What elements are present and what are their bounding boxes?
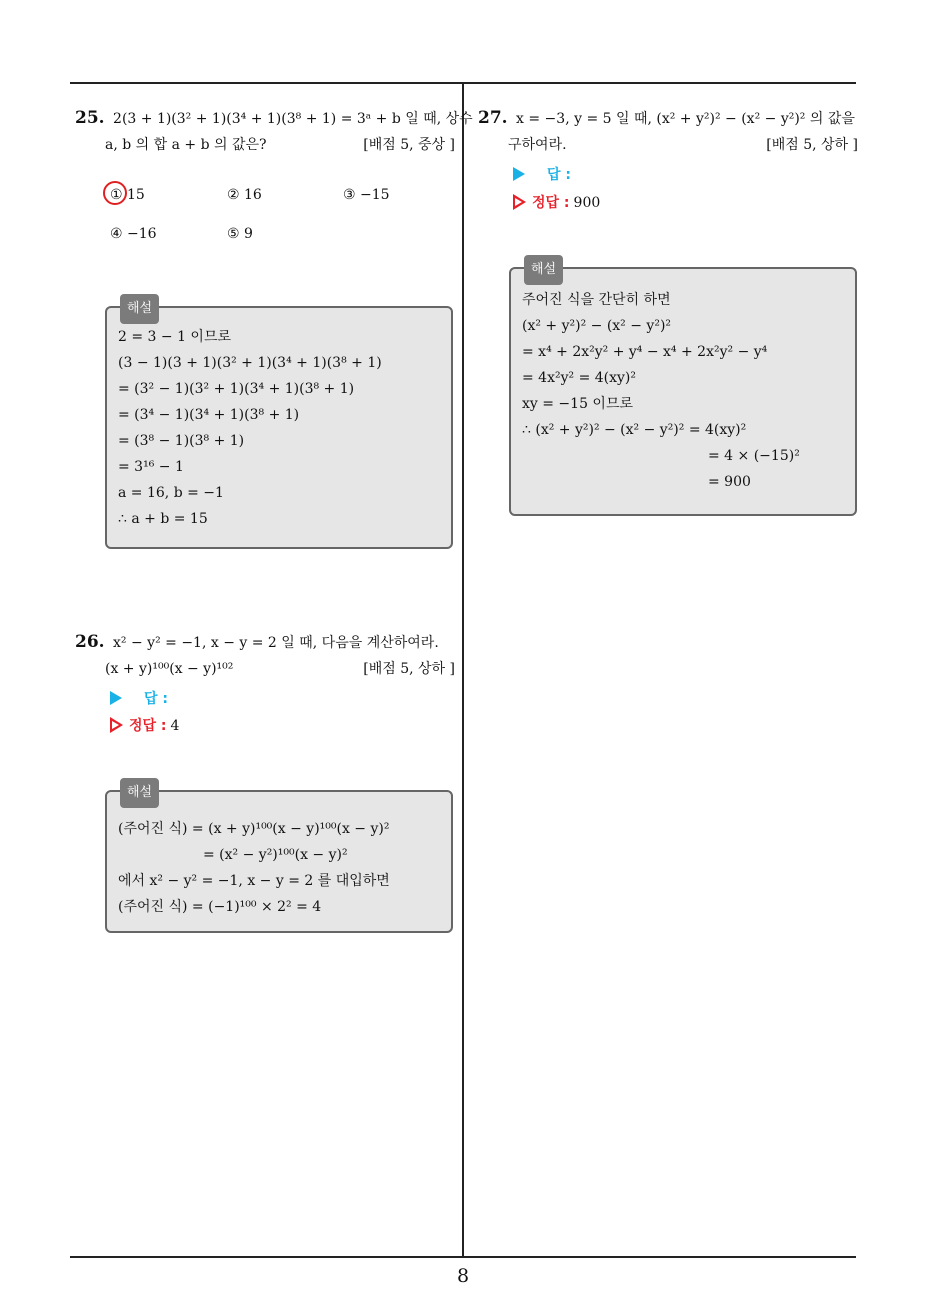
question-27-stem: x = −3, y = 5 일 때, (x² + y²)² − (x² − y²)² 의 값을 xyxy=(516,111,855,127)
explanation-line-cont: = (x² − y²)¹⁰⁰(x − y)² xyxy=(203,847,348,863)
correct-label: 정답 : xyxy=(129,718,167,734)
question-26-answer-row xyxy=(110,688,168,708)
correct-value: 900 xyxy=(573,195,601,211)
choice-2[interactable] xyxy=(227,187,262,203)
explanation-line: = 4x²y² = 4(xy)² xyxy=(522,370,636,386)
question-27-number: 27. xyxy=(478,108,508,128)
question-25-line2 xyxy=(75,132,455,158)
choice-1[interactable] xyxy=(110,187,145,203)
question-25 xyxy=(75,105,473,158)
question-27-correct-row xyxy=(513,192,600,212)
choice-5[interactable] xyxy=(227,226,253,242)
explanation-line: ∴ (x² + y²)² − (x² − y²)² = 4(xy)² xyxy=(522,422,747,438)
choice-5-label: ⑤ 9 xyxy=(227,226,253,242)
selected-circle-mark xyxy=(103,181,127,205)
question-25-line1 xyxy=(75,105,473,132)
explanation-line: (3 − 1)(3 + 1)(3² + 1)(3⁴ + 1)(3⁸ + 1) xyxy=(118,355,382,371)
question-27-explanation-box xyxy=(509,262,857,516)
answer-label: 답 : xyxy=(547,167,571,183)
question-25-stem: 2(3 + 1)(3² + 1)(3⁴ + 1)(3⁸ + 1) = 3ᵃ + b 일 때, 상수 xyxy=(113,111,473,127)
question-25-number: 25. xyxy=(75,108,105,128)
question-25-meta: [배점 5, 중상 ] xyxy=(363,137,455,153)
question-25-explanation-box xyxy=(105,301,453,549)
question-26-number: 26. xyxy=(75,632,105,652)
question-26-stem: x² − y² = −1, x − y = 2 일 때, 다음을 계산하여라. xyxy=(113,635,439,651)
choice-3-label: ③ −15 xyxy=(343,187,390,203)
question-26 xyxy=(75,629,455,682)
explanation-tag: 해설 xyxy=(120,778,159,808)
explanation-line: 주어진 식을 간단히 하면 xyxy=(522,292,671,308)
question-26-explanation-box xyxy=(105,785,453,933)
column-divider xyxy=(462,82,464,1257)
explanation-line: a = 16, b = −1 xyxy=(118,485,224,501)
choice-2-label: ② 16 xyxy=(227,187,262,203)
question-27 xyxy=(478,105,858,158)
question-26-meta: [배점 5, 상하 ] xyxy=(363,661,455,677)
question-26-line2 xyxy=(75,656,455,682)
explanation-line: = x⁴ + 2x²y² + y⁴ − x⁴ + 2x²y² − y⁴ xyxy=(522,344,768,360)
explanation-line xyxy=(118,842,443,868)
play-arrow-icon xyxy=(110,691,122,705)
explanation-line: xy = −15 이므로 xyxy=(522,396,634,412)
question-27-answer-row xyxy=(513,164,571,184)
explanation-line: = 4 × (−15)² xyxy=(708,448,800,464)
explanation-body xyxy=(118,324,443,532)
explanation-line: = 900 xyxy=(708,474,751,490)
question-26-correct-row xyxy=(110,715,179,735)
explanation-line: = (3² − 1)(3² + 1)(3⁴ + 1)(3⁸ + 1) xyxy=(118,381,355,397)
choice-4-label: ④ −16 xyxy=(110,226,157,242)
bottom-rule xyxy=(70,1256,856,1258)
choice-3[interactable] xyxy=(343,187,390,203)
question-27-line2 xyxy=(478,132,858,158)
play-arrow-icon xyxy=(513,167,525,181)
explanation-body xyxy=(522,287,847,495)
explanation-line: 에서 x² − y² = −1, x − y = 2 를 대입하면 xyxy=(118,873,390,889)
outline-arrow-icon xyxy=(513,194,526,210)
question-27-line1 xyxy=(478,105,858,132)
explanation-line: (x² + y²)² − (x² − y²)² xyxy=(522,318,672,334)
correct-value: 4 xyxy=(170,718,180,734)
explanation-line: = (3⁴ − 1)(3⁴ + 1)(3⁸ + 1) xyxy=(118,407,300,423)
choice-1-label: ① 15 xyxy=(110,187,145,203)
explanation-line: ∴ a + b = 15 xyxy=(118,511,208,527)
correct-label: 정답 : xyxy=(532,195,570,211)
explanation-line: 2 = 3 − 1 이므로 xyxy=(118,329,232,345)
explanation-line: = 3¹⁶ − 1 xyxy=(118,459,184,475)
answer-label: 답 : xyxy=(144,691,168,707)
explanation-line: = (3⁸ − 1)(3⁸ + 1) xyxy=(118,433,245,449)
choice-4[interactable] xyxy=(110,226,157,242)
explanation-line: (주어진 식) = (−1)¹⁰⁰ × 2² = 4 xyxy=(118,899,322,915)
question-26-expression: (x + y)¹⁰⁰(x − y)¹⁰² xyxy=(105,661,234,677)
explanation-line: (주어진 식) = (x + y)¹⁰⁰(x − y)¹⁰⁰(x − y)² xyxy=(118,821,390,837)
outline-arrow-icon xyxy=(110,717,123,733)
explanation-tag: 해설 xyxy=(524,255,563,285)
question-25-stem-cont: a, b 의 합 a + b 의 값은? xyxy=(105,137,267,153)
page-number: 8 xyxy=(456,1265,470,1287)
question-27-meta: [배점 5, 상하 ] xyxy=(766,137,858,153)
question-26-line1 xyxy=(75,629,455,656)
explanation-tag: 해설 xyxy=(120,294,159,324)
explanation-body xyxy=(118,816,443,920)
question-27-stem-cont: 구하여라. xyxy=(508,137,567,153)
